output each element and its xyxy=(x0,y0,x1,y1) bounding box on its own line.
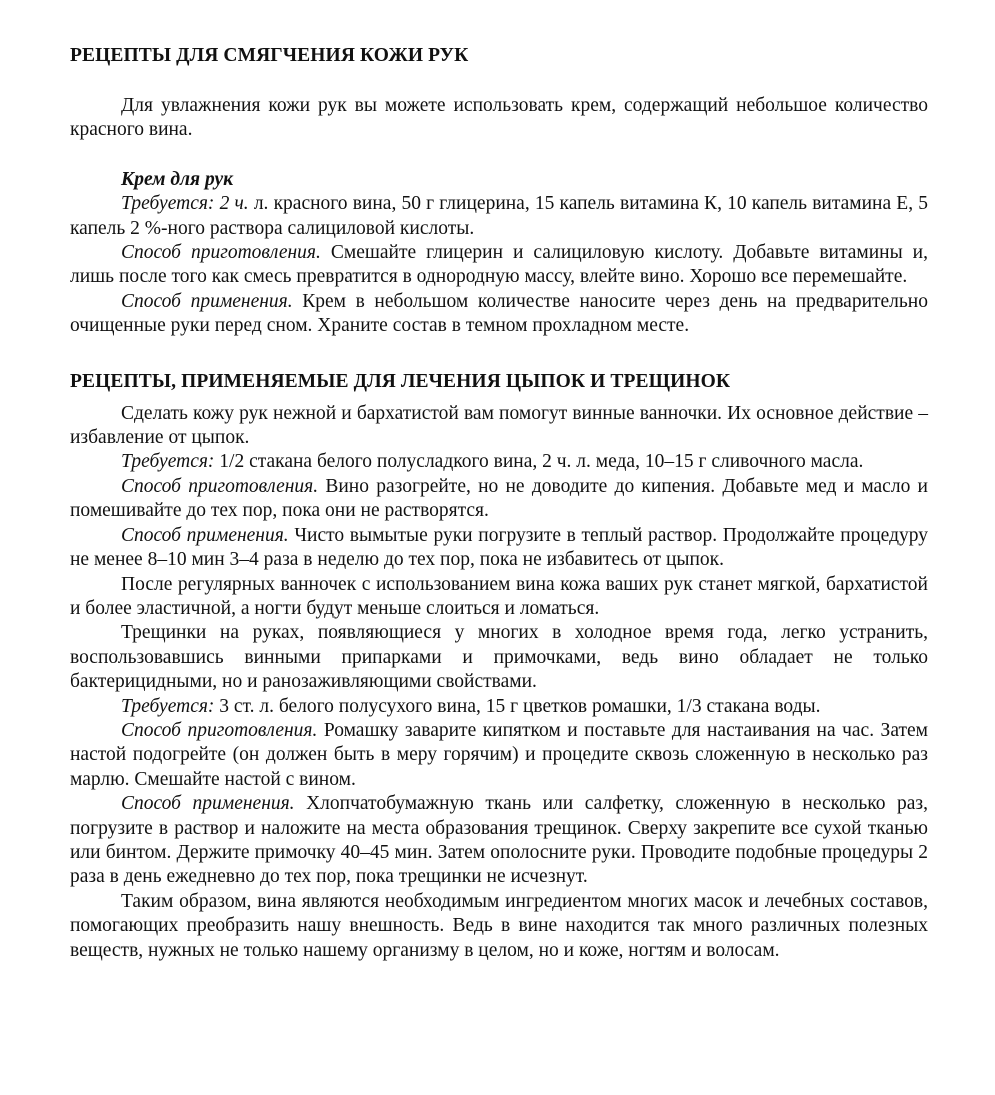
section1-prep-paragraph xyxy=(70,241,928,290)
cracks-paragraph: Трещинки на руках, появляющиеся у многих в холодное время года, легко устранить, воспользовавшись винными припарками и примочками, ведь вино обладает не только бактерицидными, но и ранозаживляющими свойствами. xyxy=(70,622,928,693)
use-label: Способ применения. xyxy=(121,524,289,546)
conclusion-paragraph: Таким образом, вина являются необходимым ингредиентом многих масок и лечебных составов, помогающих преобразить нашу внешность. Ведь в вине находится так много различных полезных веществ, нужных не только нашему организму в целом, но и коже, ногтям и волосам. xyxy=(70,890,928,961)
requires-label: Требуется: xyxy=(121,695,215,717)
section2-intro-paragraph: Сделать кожу рук нежной и бархатистой вам помогут винные ванночки. Их основное действие – избавление от цыпок. xyxy=(70,402,928,449)
section-heading-softening: РЕЦЕПТЫ ДЛЯ СМЯГЧЕНИЯ КОЖИ РУК xyxy=(70,45,469,66)
document-page xyxy=(70,40,928,963)
use-label: Способ применения. xyxy=(121,290,293,312)
prep-label: Способ приготовления. xyxy=(121,242,321,264)
requires-text: л. красного вина, 50 г глицерина, 15 капель витамина К, 10 капель витамина Е, 5 капель 2 %-ного раствора салициловой кислоты. xyxy=(70,193,928,239)
prep-text: Вино разогрейте, но не доводите до кипения. Добавьте мед и масло и помешивайте до тех пор, пока они не растворятся. xyxy=(70,475,928,522)
requires-label: Требуется: 2 ч. xyxy=(121,193,249,215)
section1-intro-paragraph: Для увлажнения кожи рук вы можете использовать крем, содержащий небольшое количество красного вина. xyxy=(70,95,928,141)
section2-requires1-paragraph xyxy=(70,450,928,474)
section2-prep1-paragraph xyxy=(70,475,928,524)
requires-text: 1/2 стакана белого полусладкого вина, 2 ч. л. меда, 10–15 г сливочного масла. xyxy=(214,451,864,473)
prep-text: Ромашку заварите кипятком и поставьте для настаивания на час. Затем настой подогрейте (он должен быть в меру горячим) и процедите сквозь сложенную в несколько раз марлю. Смешайте настой с вином. xyxy=(70,719,928,790)
section1-requires-paragraph xyxy=(70,192,928,241)
requires-label: Требуется: xyxy=(121,451,215,473)
prep-label: Способ приготовления. xyxy=(121,475,319,497)
after-baths-paragraph: После регулярных ванночек с использованием вина кожа ваших рук станет мягкой, бархатистой и более эластичной, а ногти будут меньше слоиться и ломаться. xyxy=(70,573,928,619)
requires-text: 3 ст. л. белого полусухого вина, 15 г цветков ромашки, 1/3 стакана воды. xyxy=(214,695,821,717)
section2-prep2-paragraph xyxy=(70,719,928,792)
section1-use-paragraph xyxy=(70,290,928,339)
recipe-title-hand-cream: Крем для рук xyxy=(121,168,234,190)
use-text: Крем в небольшом количестве наносите через день на предварительно очищенные руки перед сном. Храните состав в темном прохладном месте. xyxy=(70,290,928,337)
section-heading-cracks: РЕЦЕПТЫ, ПРИМЕНЯЕМЫЕ ДЛЯ ЛЕЧЕНИЯ ЦЫПОК И ТРЕЩИНОК xyxy=(70,370,731,392)
use-label: Способ применения. xyxy=(121,793,295,815)
section2-requires2-paragraph xyxy=(70,695,928,719)
section2-use2-paragraph xyxy=(70,792,928,890)
prep-text: Смешайте глицерин и салициловую кислоту. Добавьте витамины и, лишь после того как смесь превратится в однородную массу, влейте вино. Хорошо все перемешайте. xyxy=(70,242,928,288)
section2-use1-paragraph xyxy=(70,524,928,573)
prep-label: Способ приготовления. xyxy=(121,719,318,741)
use-text: Хлопчатобумажную ткань или салфетку, сложенную в несколько раз, погрузите в раствор и наложите на места образования трещинок. Сверху закрепите все сухой тканью или бинтом. Держите примочку 40–45 мин. Затем ополосните руки. Проводите подобные процедуры 2 раза в день ежедневно до тех пор, пока трещинки не исчезнут. xyxy=(70,793,928,888)
use-text: Чисто вымытые руки погрузите в теплый раствор. Продолжайте процедуру не менее 8–10 мин 3–4 раза в неделю до тех пор, пока не избавитесь от цыпок. xyxy=(70,524,928,571)
